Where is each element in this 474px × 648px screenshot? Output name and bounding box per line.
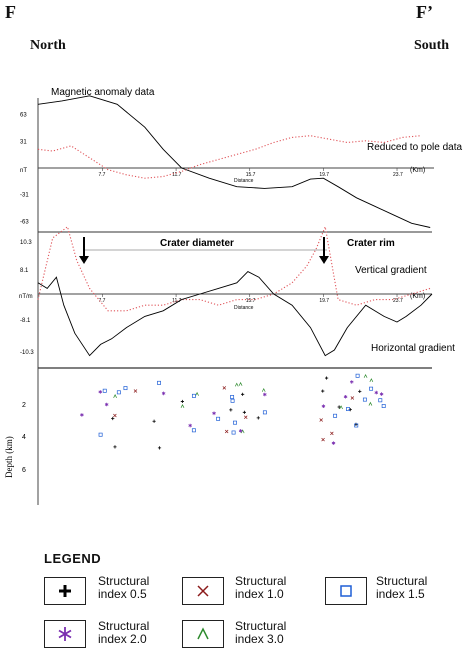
euler-solution-point — [124, 386, 127, 389]
crater-diameter-label: Crater diameter — [160, 238, 234, 249]
rtp-label: Reduced to pole data — [367, 142, 463, 153]
legend-line1: Structural — [376, 574, 428, 588]
euler-solution-point — [243, 411, 246, 414]
gradient-y-tick-label: 8.1 — [20, 268, 29, 274]
euler-solution-point — [111, 417, 114, 420]
legend-swatch-1 — [182, 577, 224, 605]
depth-panel — [4, 368, 385, 505]
legend-label-4 — [235, 620, 286, 646]
magnetic-unit: nT — [20, 168, 28, 174]
legend-label-1 — [235, 575, 286, 601]
euler-solution-point — [235, 383, 238, 386]
depth-tick-label: 6 — [22, 467, 26, 474]
crater-left-arrow-head — [79, 256, 89, 264]
euler-solution-point — [192, 429, 195, 432]
legend-label-2 — [376, 575, 427, 601]
euler-solution-point — [364, 375, 367, 378]
south-label: South — [414, 38, 450, 53]
legend-swatch-4 — [182, 620, 224, 648]
gradient-x-tick-label: 19.7 — [319, 298, 330, 304]
euler-solution-point — [152, 420, 155, 423]
magnetic-axis-name: Distance — [234, 178, 254, 184]
magnetic-km-unit: (Km) — [410, 167, 426, 174]
magnetic-title: Magnetic anomaly data — [51, 87, 155, 98]
euler-solution-point — [370, 379, 373, 382]
euler-solution-point — [330, 432, 333, 435]
euler-solution-point — [157, 381, 160, 384]
euler-solution-point — [333, 414, 336, 417]
gradient-axis-name: Distance — [234, 305, 254, 311]
legend-line1: Structural — [235, 619, 287, 633]
crater-rim-label: Crater rim — [347, 238, 395, 249]
euler-solution-point — [340, 406, 343, 409]
euler-solution-point — [332, 441, 335, 445]
euler-solution-point — [356, 374, 359, 377]
euler-solution-point — [263, 393, 266, 397]
euler-solution-point — [369, 387, 372, 390]
gradient-y-tick-label: -8.1 — [20, 318, 31, 324]
euler-solution-point — [114, 395, 117, 398]
magnetic-y-tick-label: 63 — [20, 112, 27, 119]
euler-solutions — [80, 374, 385, 449]
euler-solution-point — [325, 376, 328, 379]
euler-solution-point — [99, 390, 102, 394]
euler-solution-point — [321, 389, 324, 392]
euler-solution-point — [232, 431, 235, 434]
crater-right-arrow-head — [319, 256, 329, 264]
legend-label-3 — [98, 620, 149, 646]
gradient-unit: nT/m — [19, 294, 33, 300]
euler-solution-point — [189, 424, 192, 428]
euler-solution-point — [99, 433, 102, 436]
euler-solution-point — [225, 430, 228, 433]
magnetic-x-tick-label: 7.7 — [98, 172, 106, 178]
euler-solution-point — [233, 421, 236, 424]
euler-solution-point — [103, 389, 106, 392]
section-end-letter: F’ — [416, 2, 433, 22]
legend-line2: index 0.5 — [98, 587, 147, 601]
depth-axis-label: Depth (km) — [4, 436, 14, 478]
euler-solution-point — [113, 414, 116, 417]
legend-line2: index 3.0 — [235, 632, 284, 646]
legend-line2: index 1.0 — [235, 587, 284, 601]
gradient-x-tick-label: 7.7 — [98, 298, 106, 304]
euler-solution-point — [350, 380, 353, 384]
euler-solution-point — [223, 386, 226, 389]
gradient-km-unit: (Km) — [410, 293, 426, 300]
plus-icon — [45, 578, 85, 604]
euler-solution-point — [80, 413, 83, 417]
euler-solution-point — [322, 438, 325, 441]
depth-tick-label: 2 — [22, 402, 26, 409]
euler-solution-point — [257, 416, 260, 419]
gradient-panel — [19, 227, 455, 368]
legend-label-0 — [98, 575, 149, 601]
legend-line1: Structural — [98, 574, 150, 588]
legend-title: LEGEND — [44, 551, 102, 566]
asterisk-icon — [45, 621, 85, 647]
euler-solution-point — [351, 397, 354, 400]
gradient-x-tick-label: 11.7 — [172, 298, 182, 304]
euler-solution-point — [344, 395, 347, 399]
section-start-letter: F — [5, 2, 16, 22]
gradient-y-tick-label: 10.3 — [20, 240, 32, 246]
euler-solution-point — [231, 399, 234, 402]
legend-swatch-0 — [44, 577, 86, 605]
magnetic-x-tick-label: 15.7 — [245, 172, 256, 178]
cross-icon — [183, 578, 223, 604]
legend-line2: index 1.5 — [376, 587, 425, 601]
magnetic-panel — [20, 87, 463, 232]
euler-solution-point — [262, 389, 265, 392]
euler-solution-point — [380, 392, 383, 396]
euler-solution-point — [158, 446, 161, 449]
magnetic-x-tick-label: 19.7 — [319, 172, 330, 178]
gradient-x-tick-label: 23.7 — [393, 298, 403, 304]
euler-solution-point — [230, 395, 233, 398]
euler-solution-point — [216, 417, 219, 420]
euler-solution-point — [229, 408, 232, 411]
magnetic-x-tick-label: 11.7 — [172, 172, 182, 178]
euler-solution-point — [212, 411, 215, 415]
legend-swatch-3 — [44, 620, 86, 648]
euler-solution-point — [379, 399, 382, 402]
euler-solution-point — [105, 403, 108, 407]
horizontal-gradient-label: Horizontal gradient — [371, 343, 455, 354]
euler-solution-point — [375, 391, 378, 395]
legend-line2: index 2.0 — [98, 632, 147, 646]
magnetic-y-tick-label: 31 — [20, 139, 27, 146]
euler-solution-point — [134, 390, 137, 393]
euler-solution-point — [162, 392, 165, 396]
legend-line1: Structural — [98, 619, 150, 633]
euler-solution-point — [241, 393, 244, 396]
legend-line1: Structural — [235, 574, 287, 588]
magnetic-x-tick-label: 23.7 — [393, 172, 403, 178]
euler-solution-point — [181, 400, 184, 403]
euler-solution-point — [358, 390, 361, 393]
euler-solution-point — [346, 407, 349, 410]
euler-solution-point — [117, 391, 120, 394]
euler-solution-point — [239, 383, 242, 386]
magnetic-series-0 — [38, 96, 430, 228]
euler-solution-point — [244, 416, 247, 419]
magnetic-y-tick-label: -31 — [20, 192, 29, 199]
vertical-gradient-label: Vertical gradient — [355, 265, 427, 276]
depth-tick-label: 4 — [22, 434, 26, 441]
legend-swatch-2 — [325, 577, 367, 605]
euler-solution-point — [263, 411, 266, 414]
magnetic-y-tick-label: -63 — [20, 219, 29, 226]
euler-solution-point — [113, 445, 116, 448]
euler-solution-point — [181, 405, 184, 408]
euler-solution-point — [320, 419, 323, 422]
magnetic-series-1 — [38, 136, 421, 179]
euler-solution-point — [192, 394, 195, 397]
euler-solution-point — [196, 393, 199, 396]
euler-solution-point — [382, 404, 385, 407]
euler-solution-point — [363, 398, 366, 401]
square-icon — [326, 578, 366, 604]
caret-icon — [183, 621, 223, 647]
gradient-x-tick-label: 15.7 — [245, 298, 256, 304]
euler-solution-point — [322, 404, 325, 408]
north-label: North — [30, 38, 66, 53]
gradient-y-tick-label: -10.3 — [20, 350, 34, 356]
euler-solution-point — [369, 403, 372, 406]
